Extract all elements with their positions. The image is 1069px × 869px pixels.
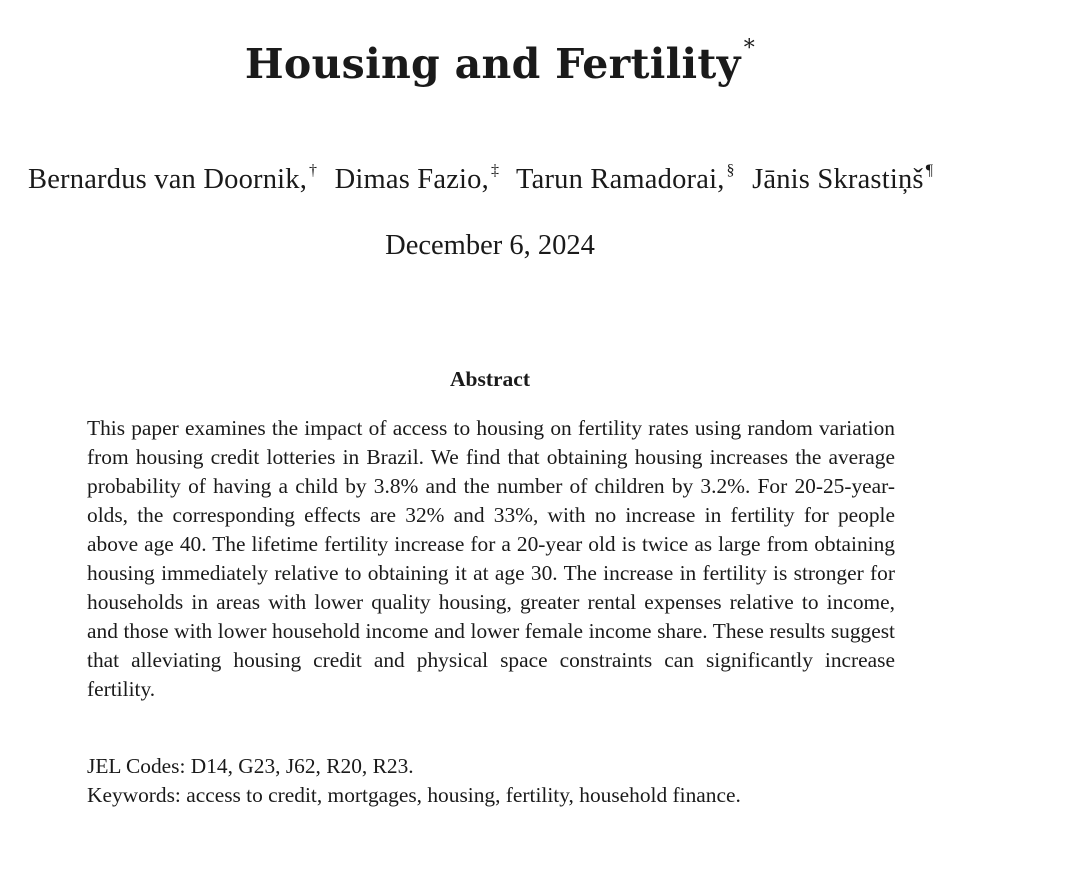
title-footnote-mark: * <box>743 36 756 61</box>
author-list <box>28 164 1058 196</box>
author-1 <box>28 164 317 195</box>
author-3 <box>516 164 735 195</box>
author-footnote-mark: † <box>309 162 318 179</box>
author-footnote-mark: § <box>726 162 735 179</box>
author-name: Tarun Ramadorai, <box>515 164 725 195</box>
keywords: Keywords: access to credit, mortgages, housing, fertility, household finance. <box>87 783 741 807</box>
author-name: Dimas Fazio, <box>334 164 489 195</box>
author-footnote-mark: ‡ <box>490 162 500 179</box>
abstract-heading: Abstract <box>449 367 530 391</box>
jel-codes: JEL Codes: D14, G23, J62, R20, R23. <box>87 754 414 778</box>
author-name: Bernardus van Doornik, <box>28 164 308 195</box>
paper-title <box>0 36 1000 88</box>
author-4 <box>752 164 933 195</box>
author-2 <box>335 164 500 195</box>
paper-date: December 6, 2024 <box>385 230 595 261</box>
author-footnote-mark: ¶ <box>925 162 934 179</box>
abstract-body: This paper examines the impact of access to housing on fertility rates using random variation from housing credit lotteries in Brazil. We find that obtaining housing increases the average probability of having a child by 3.8% and the number of children by 3.2%. For 20-25-year-olds, the corresponding effects are 32% and 33%, with no increase in fertility for people above age 40. The lifetime fertility increase for a 20-year old is twice as large from obtaining housing immediately relative to obtaining it at age 30. The increase in fertility is stronger for households in areas with lower quality housing, greater rental expenses relative to income, and those with lower household income and lower female income share. These results suggest that alleviating housing credit and physical space constraints can significantly increase fertility. <box>87 416 895 701</box>
paper-title-text: Housing and Fertility <box>244 40 741 88</box>
author-name: Jānis Skrastiņš <box>752 164 924 195</box>
